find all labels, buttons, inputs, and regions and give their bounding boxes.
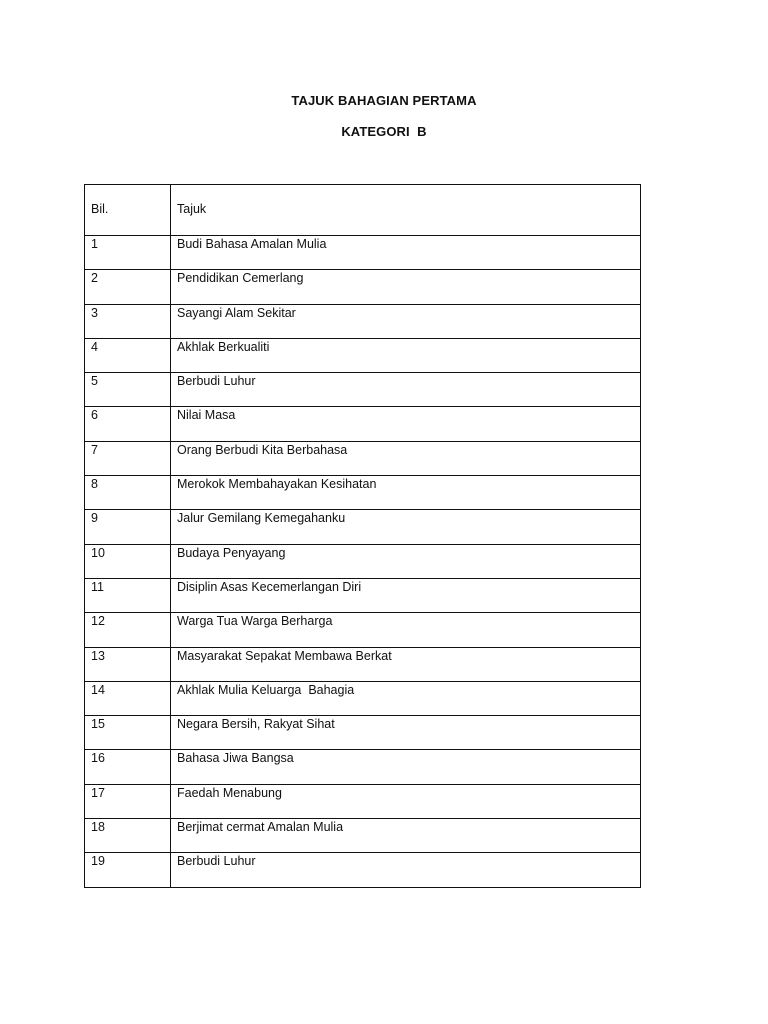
row-topic: Warga Tua Warga Berharga: [171, 613, 641, 647]
document-title: TAJUK BAHAGIAN PERTAMA: [291, 93, 477, 108]
row-topic: Berbudi Luhur: [171, 373, 641, 407]
table-row: [85, 784, 641, 818]
row-topic: Negara Bersih, Rakyat Sihat: [171, 716, 641, 750]
row-number: 11: [85, 578, 171, 612]
row-topic: Faedah Menabung: [171, 784, 641, 818]
table-row: [85, 544, 641, 578]
row-topic: Budaya Penyayang: [171, 544, 641, 578]
header-number: Bil.: [85, 185, 171, 236]
table-row: [85, 647, 641, 681]
table-row: [85, 716, 641, 750]
document-subtitle: KATEGORI B: [341, 124, 427, 139]
table-row: [85, 270, 641, 304]
row-number: 5: [85, 373, 171, 407]
row-number: 3: [85, 304, 171, 338]
row-topic: Bahasa Jiwa Bangsa: [171, 750, 641, 784]
row-number: 7: [85, 441, 171, 475]
row-topic: Masyarakat Sepakat Membawa Berkat: [171, 647, 641, 681]
row-topic: Akhlak Berkualiti: [171, 338, 641, 372]
row-number: 9: [85, 510, 171, 544]
row-topic: Merokok Membahayakan Kesihatan: [171, 476, 641, 510]
header-topic: Tajuk: [171, 185, 641, 236]
table-row: [85, 819, 641, 853]
row-number: 1: [85, 236, 171, 270]
row-number: 17: [85, 784, 171, 818]
row-topic: Pendidikan Cemerlang: [171, 270, 641, 304]
row-topic: Jalur Gemilang Kemegahanku: [171, 510, 641, 544]
row-topic: Nilai Masa: [171, 407, 641, 441]
table-row: [85, 750, 641, 784]
row-number: 15: [85, 716, 171, 750]
row-number: 14: [85, 681, 171, 715]
row-number: 4: [85, 338, 171, 372]
row-number: 10: [85, 544, 171, 578]
row-number: 19: [85, 853, 171, 888]
table-row: [85, 681, 641, 715]
row-number: 13: [85, 647, 171, 681]
table-row: [85, 304, 641, 338]
row-topic: Akhlak Mulia Keluarga Bahagia: [171, 681, 641, 715]
table-row: [85, 578, 641, 612]
row-topic: Berbudi Luhur: [171, 853, 641, 888]
row-topic: Orang Berbudi Kita Berbahasa: [171, 441, 641, 475]
table-header-row: [85, 185, 641, 236]
row-topic: Disiplin Asas Kecemerlangan Diri: [171, 578, 641, 612]
table-row: [85, 407, 641, 441]
row-number: 6: [85, 407, 171, 441]
row-number: 16: [85, 750, 171, 784]
table-row: [85, 613, 641, 647]
row-number: 8: [85, 476, 171, 510]
table-row: [85, 441, 641, 475]
row-topic: Budi Bahasa Amalan Mulia: [171, 236, 641, 270]
row-number: 2: [85, 270, 171, 304]
row-topic: Berjimat cermat Amalan Mulia: [171, 819, 641, 853]
table-row: [85, 853, 641, 888]
topics-table: [84, 184, 641, 888]
row-number: 18: [85, 819, 171, 853]
row-number: 12: [85, 613, 171, 647]
table-row: [85, 476, 641, 510]
table-row: [85, 510, 641, 544]
table-row: [85, 373, 641, 407]
table-row: [85, 236, 641, 270]
table-row: [85, 338, 641, 372]
row-topic: Sayangi Alam Sekitar: [171, 304, 641, 338]
